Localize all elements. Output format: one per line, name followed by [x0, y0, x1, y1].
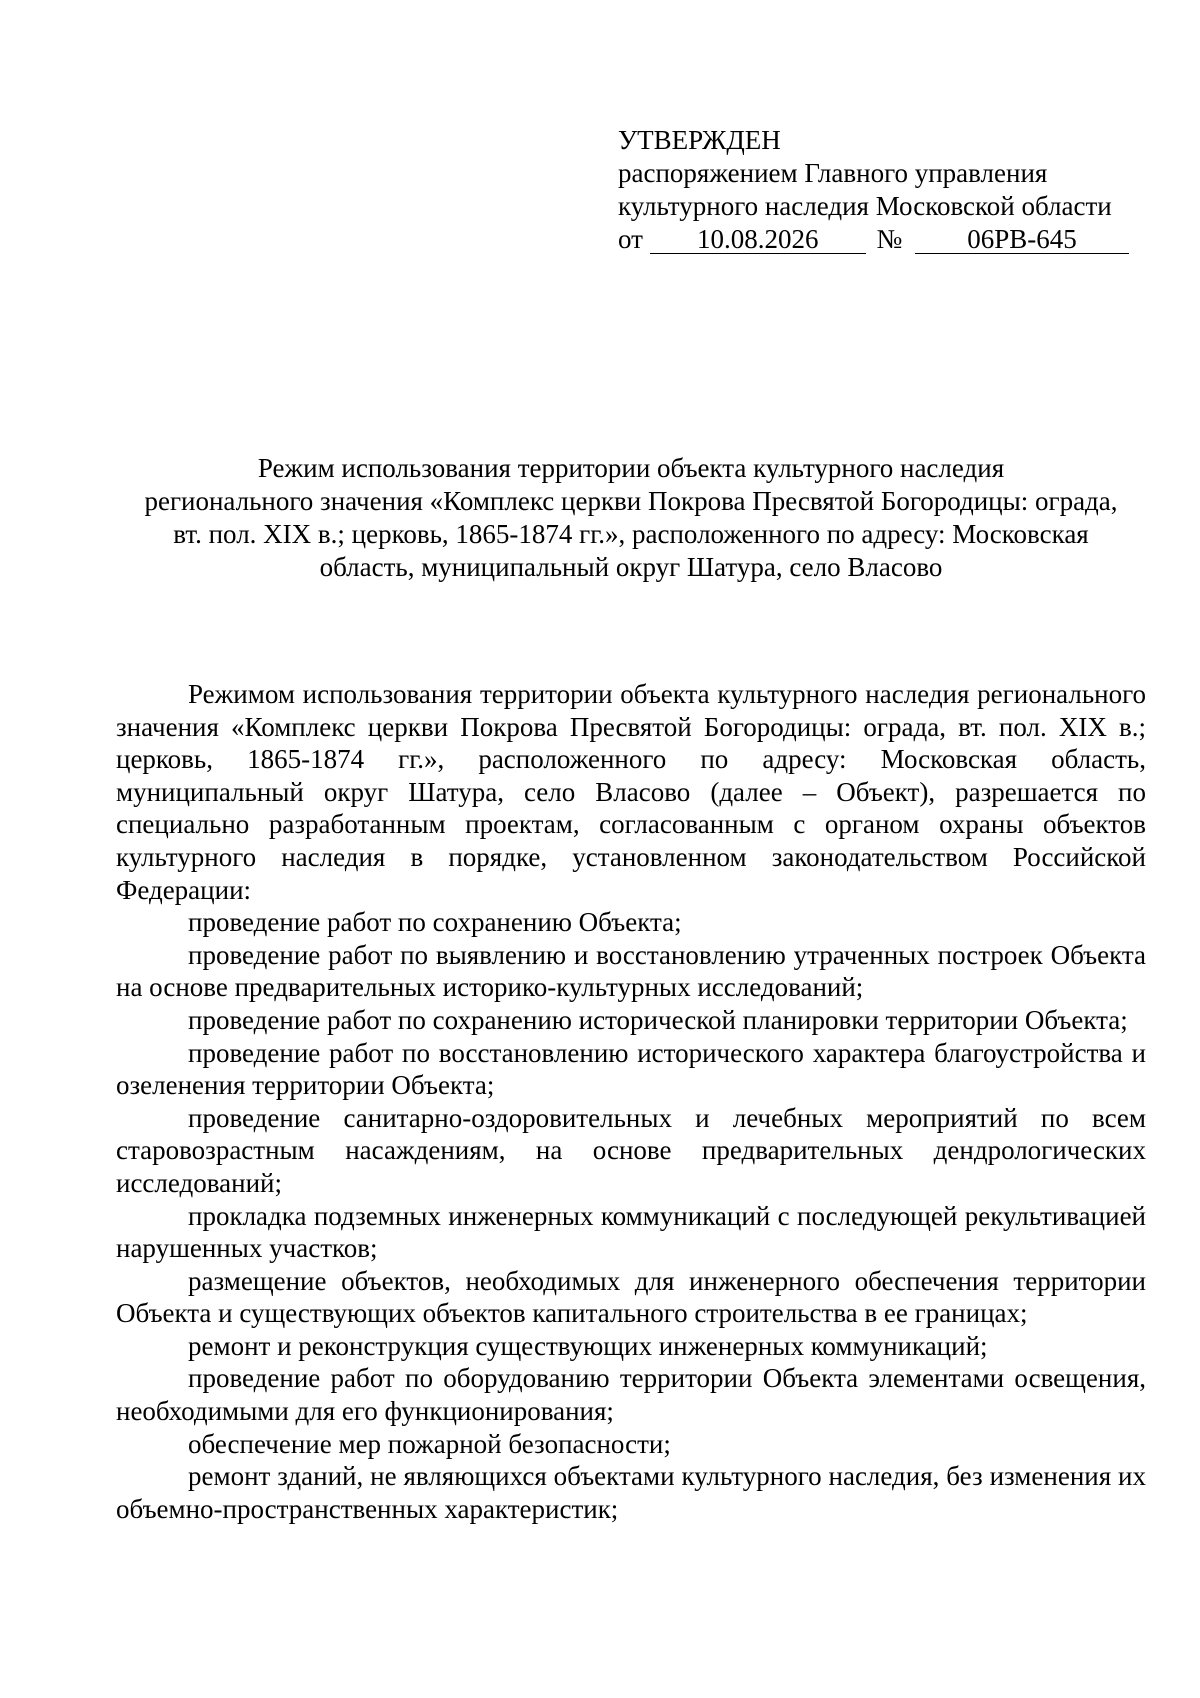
list-item: проведение санитарно-оздоровительных и лечебных мероприятий по всем старовозрастным насаждениям, на основе предварительных дендрологических исследований; [116, 1102, 1146, 1198]
date-prefix: от [618, 224, 643, 254]
list-item: проведение работ по сохранению Объекта; [188, 907, 682, 938]
intro-paragraph: Режимом использования территории объекта культурного наследия регионального значения «Комплекс церкви Покрова Пресвятой Богородицы: ограда, вт. пол. XIX в.; церковь, 1865-1874 гг.», расположенного по адресу: Московская область, муниципальный округ Шатура, село Власово (далее – Объект), разрешается по специально разработанным проектам, согласованным с органом охраны объектов культурного наследия в порядке, установленном законодательством Российской Федерации: [116, 679, 1146, 905]
list-item: размещение объектов, необходимых для инженерного обеспечения территории Объекта и существующих объектов капитального строительства в ее границах; [116, 1265, 1146, 1329]
document-body [116, 678, 1146, 1525]
list-item: проведение работ по оборудованию территории Объекта элементами освещения, необходимыми для его функционирования; [116, 1363, 1146, 1427]
list-item: обеспечение мер пожарной безопасности; [188, 1428, 671, 1459]
list-item: проведение работ по выявлению и восстановлению утраченных построек Объекта на основе предварительных историко-культурных исследований; [116, 939, 1146, 1003]
title-line: регионального значения «Комплекс церкви Покрова Пресвятой Богородицы: ограда, [144, 486, 1118, 516]
approval-line-1: распоряжением Главного управления [618, 158, 1048, 188]
title-line: Режим использования территории объекта культурного наследия [257, 453, 1005, 483]
list-item: проведение работ по сохранению исторической планировки территории Объекта; [188, 1004, 1128, 1035]
list-item: проведение работ по восстановлению исторического характера благоустройства и озеленения территории Объекта; [116, 1037, 1146, 1101]
approval-heading: УТВЕРЖДЕН [618, 125, 781, 155]
list-item: прокладка подземных инженерных коммуникаций с последующей рекультивацией нарушенных участков; [116, 1200, 1146, 1264]
approval-line-2: культурного наследия Московской области [618, 191, 1112, 221]
approval-date: 10.08.2026 [650, 225, 866, 254]
title-line: область, муниципальный округ Шатура, село Власово [319, 552, 943, 582]
title-line: вт. пол. XIX в.; церковь, 1865-1874 гг.», расположенного по адресу: Московская [173, 519, 1089, 549]
approval-date-line [618, 223, 1178, 256]
document-title [116, 452, 1146, 584]
list-item: ремонт и реконструкция существующих инженерных коммуникаций; [188, 1330, 988, 1361]
list-item: ремонт зданий, не являющихся объектами культурного наследия, без изменения их объемно-пространственных характеристик; [116, 1461, 1146, 1524]
number-sign: № [876, 224, 903, 254]
approval-number: 06РВ-645 [915, 225, 1129, 254]
approval-block [618, 124, 1178, 256]
